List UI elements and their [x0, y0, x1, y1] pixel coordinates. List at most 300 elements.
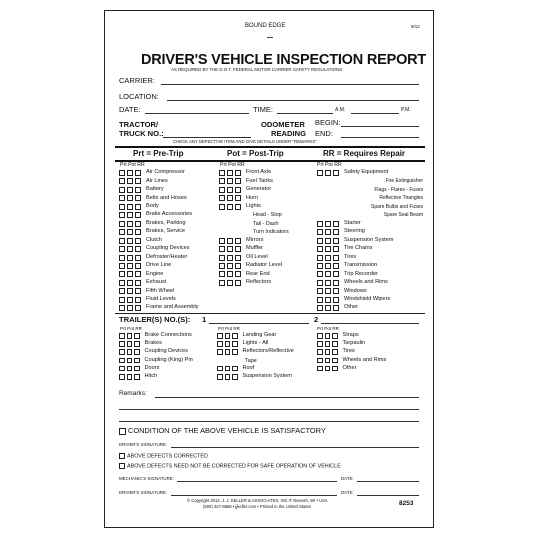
post-trip-checkbox[interactable]: [127, 366, 133, 372]
requires-repair-checkbox[interactable]: [135, 221, 141, 227]
post-trip-checkbox[interactable]: [127, 221, 133, 227]
pre-trip-checkbox[interactable]: [317, 221, 323, 227]
checklist-item-label: Drive Line: [146, 262, 172, 269]
requires-repair-checkbox[interactable]: [232, 366, 238, 372]
requires-repair-checkbox[interactable]: [235, 204, 241, 210]
checklist-item-defroster-heater: [119, 255, 187, 262]
condition-checkbox[interactable]: [119, 428, 126, 435]
checklist-item-label: Reflectors: [246, 279, 272, 286]
requires-repair-checkbox[interactable]: [135, 187, 141, 193]
requires-repair-checkbox[interactable]: [135, 271, 141, 277]
am-label: A.M.: [335, 107, 346, 113]
revision-label: 9/12: [411, 24, 420, 29]
checklist-item-radiator-level: [219, 263, 282, 270]
checklist-item-fifth-wheel: [119, 288, 174, 295]
requires-repair-checkbox[interactable]: [232, 374, 238, 380]
checklist-item-exhaust: [119, 280, 166, 287]
requires-repair-checkbox[interactable]: [333, 280, 339, 286]
pre-trip-checkbox[interactable]: [119, 221, 125, 227]
checklist-subitem-tail-dash: Tail - Dash: [253, 220, 279, 227]
pre-trip-checkbox[interactable]: [217, 374, 223, 380]
requires-repair-checkbox[interactable]: [332, 341, 338, 347]
checklist-item-label: Front Axle: [246, 169, 272, 176]
legend-post-trip: Pot = Post-Trip: [227, 149, 284, 158]
checklist-item-label: Windshield Wipers: [344, 295, 391, 302]
post-trip-checkbox[interactable]: [127, 305, 133, 311]
post-trip-checkbox[interactable]: [325, 221, 331, 227]
defects-not-needed-label: ABOVE DEFECTS NEED NOT BE CORRECTED FOR SAFE OPERATION OF VEHICLE: [127, 463, 341, 470]
trailer-2-field[interactable]: [321, 323, 419, 324]
pm-label: P.M.: [401, 107, 411, 113]
col-header-3: Prt Pot RR: [317, 162, 342, 168]
remarks-line-1[interactable]: [155, 397, 419, 398]
checklist-item-label: Coupling Devices: [144, 348, 189, 355]
end-label: END:: [315, 129, 333, 138]
checklist-item-label: Brakes: [144, 340, 162, 347]
checklist-item-label: Defroster/Heater: [146, 253, 188, 260]
checklist-item-windshield-wipers: [317, 297, 390, 304]
post-trip-checkbox[interactable]: [127, 263, 133, 269]
requires-repair-checkbox[interactable]: [333, 288, 339, 294]
requires-repair-checkbox[interactable]: [135, 280, 141, 286]
requires-repair-checkbox[interactable]: [333, 221, 339, 227]
requires-repair-checkbox[interactable]: [333, 246, 339, 252]
checklist-item-label: Tires: [344, 253, 357, 260]
date-field[interactable]: [145, 113, 249, 114]
defects-not-needed-checkbox[interactable]: [119, 463, 125, 469]
checklist-item-label: Exhaust: [146, 279, 167, 286]
requires-repair-checkbox[interactable]: [135, 238, 141, 244]
checklist-item-label: Brake Connections: [144, 332, 192, 338]
checklist-item-straps: [317, 333, 359, 340]
pre-trip-checkbox[interactable]: [219, 170, 225, 176]
checklist-item-lights: [219, 204, 261, 211]
checklist-item-label: Muffler: [246, 245, 263, 252]
legend-pre-trip: Prt = Pre-Trip: [133, 149, 184, 158]
mechanics-date-field[interactable]: [357, 481, 419, 482]
checklist-item-label: Brakes, Service: [146, 228, 186, 235]
check-note: CHECK ANY DEFECTIVE ITEM AND GIVE DETAILS UNDER "REMARKS": [173, 139, 317, 144]
col-header-2: Prt Pot RR: [220, 162, 245, 168]
requires-repair-checkbox[interactable]: [134, 341, 140, 347]
requires-repair-checkbox[interactable]: [135, 297, 141, 303]
post-trip-checkbox[interactable]: [325, 255, 331, 261]
post-trip-checkbox[interactable]: [227, 195, 233, 201]
requires-repair-checkbox[interactable]: [235, 170, 241, 176]
post-trip-checkbox[interactable]: [325, 305, 331, 311]
pre-trip-checkbox[interactable]: [317, 366, 323, 372]
post-trip-checkbox[interactable]: [325, 341, 331, 347]
requires-repair-checkbox[interactable]: [235, 195, 241, 201]
remarks-line-3[interactable]: [119, 421, 419, 422]
pre-trip-checkbox[interactable]: [317, 333, 323, 339]
post-trip-checkbox[interactable]: [225, 333, 231, 339]
copyright-line-1: © Copyright 2012, J. J. KELLER & ASSOCIATES, INC.® Neenah, WI • USA: [187, 498, 328, 503]
requires-repair-checkbox[interactable]: [134, 374, 140, 380]
legend-bottom-rule: [115, 160, 425, 162]
pre-trip-checkbox[interactable]: [217, 366, 223, 372]
pre-trip-checkbox[interactable]: [119, 246, 125, 252]
mechanics-signature-label: MECHANIC'S SIGNATURE:: [119, 476, 174, 481]
post-trip-checkbox[interactable]: [127, 349, 133, 355]
requires-repair-checkbox[interactable]: [332, 349, 338, 355]
checklist-item-label: Tarpaulin: [342, 340, 366, 347]
post-trip-checkbox[interactable]: [127, 255, 133, 261]
requires-repair-checkbox[interactable]: [135, 204, 141, 210]
post-trip-checkbox[interactable]: [325, 263, 331, 269]
pre-trip-checkbox[interactable]: [119, 212, 125, 218]
post-trip-checkbox[interactable]: [127, 341, 133, 347]
post-trip-checkbox[interactable]: [325, 349, 331, 355]
post-trip-checkbox[interactable]: [127, 297, 133, 303]
post-trip-checkbox[interactable]: [127, 271, 133, 277]
trailer-1-field[interactable]: [209, 323, 309, 324]
post-trip-checkbox[interactable]: [225, 374, 231, 380]
report-subtitle: AS REQUIRED BY THE D.O.T. FEDERAL MOTOR CARRIER SAFETY REGULATIONS: [171, 67, 343, 72]
pre-trip-checkbox[interactable]: [217, 349, 223, 355]
pre-trip-checkbox[interactable]: [219, 246, 225, 252]
checklist-item-fuel-tanks: [219, 178, 273, 185]
pre-trip-checkbox[interactable]: [317, 271, 323, 277]
checklist-item-tires: [317, 255, 356, 262]
odometer-label: ODOMETER: [261, 120, 305, 129]
checklist-item-body: [119, 204, 159, 211]
checklist-item-lights-all: [217, 341, 268, 348]
defects-corrected-row: [119, 453, 208, 460]
pre-trip-checkbox[interactable]: [119, 358, 125, 364]
mechanics-signature-field[interactable]: [177, 481, 337, 482]
pre-trip-checkbox[interactable]: [119, 349, 125, 355]
post-trip-checkbox[interactable]: [127, 333, 133, 339]
requires-repair-checkbox[interactable]: [333, 238, 339, 244]
checklist-item-label: Fuel Tanks: [246, 177, 273, 184]
pre-trip-checkbox[interactable]: [119, 229, 125, 235]
requires-repair-checkbox[interactable]: [332, 366, 338, 372]
pre-trip-checkbox[interactable]: [317, 280, 323, 286]
checklist-item-coupling-devices: [119, 349, 188, 356]
pre-trip-checkbox[interactable]: [119, 187, 125, 193]
post-trip-checkbox[interactable]: [325, 288, 331, 294]
requires-repair-checkbox[interactable]: [135, 255, 141, 261]
post-trip-checkbox[interactable]: [325, 271, 331, 277]
requires-repair-checkbox[interactable]: [235, 178, 241, 184]
legend-requires-repair: RR = Requires Repair: [323, 149, 406, 158]
checklist-item-air-compressor: [119, 170, 185, 177]
checklist-item-windows: [317, 288, 367, 295]
date-label: DATE:: [119, 105, 141, 114]
post-trip-checkbox[interactable]: [127, 195, 133, 201]
pre-trip-checkbox[interactable]: [317, 341, 323, 347]
checklist-item-transmission: [317, 263, 377, 270]
post-trip-checkbox[interactable]: [325, 238, 331, 244]
pre-trip-checkbox[interactable]: [217, 333, 223, 339]
drivers-date-field[interactable]: [357, 495, 419, 496]
post-trip-checkbox[interactable]: [225, 341, 231, 347]
checklist-item-tarpaulin: [317, 341, 365, 348]
drivers-signature2-field[interactable]: [171, 495, 337, 496]
requires-repair-checkbox[interactable]: [135, 229, 141, 235]
checklist-item-label: Landing Gear: [242, 332, 277, 338]
truck-no-field[interactable]: [163, 137, 251, 138]
pre-trip-checkbox[interactable]: [119, 288, 125, 294]
pre-trip-checkbox[interactable]: [119, 305, 125, 311]
checklist-item-wheels-and-rims: [317, 358, 386, 365]
post-trip-checkbox[interactable]: [127, 212, 133, 218]
checklist-item-label: Trip Recorder: [344, 270, 378, 277]
checklist-item-coupling-king-pin: [119, 358, 193, 365]
requires-repair-checkbox[interactable]: [235, 271, 241, 277]
requires-repair-checkbox[interactable]: [333, 255, 339, 261]
pre-trip-checkbox[interactable]: [119, 178, 125, 184]
checklist-item-label: Straps: [342, 332, 359, 338]
post-trip-checkbox[interactable]: [127, 187, 133, 193]
checklist-item-mirrors: [219, 238, 263, 245]
pre-trip-checkbox[interactable]: [219, 187, 225, 193]
post-trip-checkbox[interactable]: [325, 246, 331, 252]
requires-repair-checkbox[interactable]: [232, 349, 238, 355]
requires-repair-checkbox[interactable]: [135, 246, 141, 252]
time-field[interactable]: [277, 113, 333, 114]
checklist-item-front-axle: [219, 170, 271, 177]
checklist-item-muffler: [219, 246, 263, 253]
post-trip-checkbox[interactable]: [225, 349, 231, 355]
post-trip-checkbox[interactable]: [127, 358, 133, 364]
checklist-item-label: Doors: [144, 364, 160, 371]
pre-trip-checkbox[interactable]: [119, 170, 125, 176]
pre-trip-checkbox[interactable]: [119, 341, 125, 347]
post-trip-checkbox[interactable]: [325, 280, 331, 286]
pre-trip-checkbox[interactable]: [317, 349, 323, 355]
checklist-item-label: Fluid Levels: [146, 295, 176, 302]
post-trip-checkbox[interactable]: [227, 238, 233, 244]
checklist-item-oil-level: [219, 255, 268, 262]
pre-trip-checkbox[interactable]: [119, 374, 125, 380]
bound-edge-label: BOUND EDGE: [245, 23, 286, 29]
post-trip-checkbox[interactable]: [227, 204, 233, 210]
pre-trip-checkbox[interactable]: [317, 263, 323, 269]
begin-field[interactable]: [341, 126, 419, 127]
trailer-label: TRAILER(S) NO.(S):: [119, 315, 191, 324]
pre-trip-checkbox[interactable]: [317, 288, 323, 294]
trailer-col-header-3: Prt Pot RR: [317, 326, 339, 331]
requires-repair-checkbox[interactable]: [332, 333, 338, 339]
requires-repair-checkbox[interactable]: [134, 358, 140, 364]
pre-trip-checkbox[interactable]: [119, 333, 125, 339]
post-trip-checkbox[interactable]: [127, 288, 133, 294]
requires-repair-checkbox[interactable]: [333, 305, 339, 311]
post-trip-checkbox[interactable]: [227, 280, 233, 286]
drivers-signature2-label: DRIVER'S SIGNATURE:: [119, 490, 168, 495]
requires-repair-checkbox[interactable]: [135, 195, 141, 201]
checklist-item-suspension-system: [217, 374, 292, 381]
trailer-2-label: 2: [314, 315, 319, 324]
requires-repair-checkbox[interactable]: [235, 238, 241, 244]
checklist-item-label: Engine: [146, 270, 164, 277]
checklist-item-drive-line: [119, 263, 171, 270]
post-trip-checkbox[interactable]: [325, 358, 331, 364]
requires-repair-checkbox[interactable]: [333, 297, 339, 303]
pre-trip-checkbox[interactable]: [317, 229, 323, 235]
pre-trip-checkbox[interactable]: [219, 271, 225, 277]
pre-trip-checkbox[interactable]: [119, 195, 125, 201]
checklist-item-brakes-parking: [119, 221, 185, 228]
checklist-subitem-turn-indicators: Turn Indicators: [253, 229, 289, 236]
checklist-item-label: Fifth Wheel: [146, 287, 175, 294]
checklist-item-label: Lights: [246, 203, 261, 209]
post-trip-checkbox[interactable]: [227, 178, 233, 184]
requires-repair-checkbox[interactable]: [135, 263, 141, 269]
condition-label: CONDITION OF THE ABOVE VEHICLE IS SATISFACTORY: [128, 426, 326, 435]
pre-trip-checkbox[interactable]: [219, 204, 225, 210]
checklist-item-reflectors-reflective: [217, 349, 294, 356]
requires-repair-checkbox[interactable]: [134, 366, 140, 372]
defects-not-needed-row: [119, 463, 341, 470]
requires-repair-checkbox[interactable]: [235, 263, 241, 269]
requires-repair-checkbox[interactable]: [134, 333, 140, 339]
checklist-item-landing-gear: [217, 333, 276, 340]
post-trip-checkbox[interactable]: [325, 297, 331, 303]
checklist-item-label: Hitch: [144, 373, 158, 379]
post-trip-checkbox[interactable]: [127, 229, 133, 235]
post-trip-checkbox[interactable]: [127, 204, 133, 210]
checklist-item-starter: [317, 221, 361, 228]
requires-repair-checkbox[interactable]: [333, 229, 339, 235]
reading-label: READING: [271, 129, 307, 138]
checklist-item-label: Brakes, Parking: [146, 219, 186, 226]
pre-trip-checkbox[interactable]: [119, 280, 125, 286]
post-trip-checkbox[interactable]: [127, 246, 133, 252]
checklist-item-suspension-system: [317, 238, 393, 245]
requires-repair-checkbox[interactable]: [134, 349, 140, 355]
checklist-subitem-head-stop: Head - Stop: [253, 212, 282, 219]
checklist-item-label: Brake Accessories: [146, 211, 193, 218]
checklist-item-battery: [119, 187, 164, 194]
checklist-item-label: Transmission: [344, 262, 378, 269]
pre-trip-checkbox[interactable]: [119, 271, 125, 277]
checklist-item-label: Starter: [344, 219, 361, 226]
post-trip-checkbox[interactable]: [325, 333, 331, 339]
checklist-item-label: Tire Chains: [344, 245, 373, 252]
post-trip-checkbox[interactable]: [325, 229, 331, 235]
requires-repair-checkbox[interactable]: [332, 358, 338, 364]
remarks-line-2[interactable]: [119, 409, 419, 410]
pre-trip-checkbox[interactable]: [317, 255, 323, 261]
pre-trip-checkbox[interactable]: [119, 204, 125, 210]
checklist-item-brakes: [119, 341, 162, 348]
checklist-subitem-spare-bulbs-and-fuses: Spare Bulbs and Fuses: [371, 203, 423, 210]
requires-repair-checkbox[interactable]: [135, 170, 141, 176]
checklist-item-label: Lights - All: [242, 340, 269, 347]
location-label: LOCATION:: [119, 92, 159, 101]
post-trip-checkbox[interactable]: [127, 280, 133, 286]
post-trip-checkbox[interactable]: [127, 374, 133, 380]
checklist-item-label: Windows: [344, 287, 367, 294]
pre-trip-checkbox[interactable]: [119, 366, 125, 372]
requires-repair-checkbox[interactable]: [333, 170, 339, 176]
requires-repair-checkbox[interactable]: [135, 212, 141, 218]
pre-trip-checkbox[interactable]: [219, 238, 225, 244]
post-trip-checkbox[interactable]: [227, 271, 233, 277]
pre-trip-checkbox[interactable]: [219, 195, 225, 201]
inspection-report-form: [104, 10, 434, 528]
location-field[interactable]: [167, 100, 419, 101]
pre-trip-checkbox[interactable]: [219, 280, 225, 286]
pre-trip-checkbox[interactable]: [219, 178, 225, 184]
post-trip-checkbox[interactable]: [227, 246, 233, 252]
checklist-item-label: Body: [146, 203, 159, 209]
requires-repair-checkbox[interactable]: [333, 263, 339, 269]
checklist-item-label: Clutch: [146, 236, 162, 243]
requires-repair-checkbox[interactable]: [135, 288, 141, 294]
pre-trip-checkbox[interactable]: [317, 297, 323, 303]
legend-top-rule: [115, 146, 425, 148]
col-header-1: Prt Pot RR: [120, 162, 145, 168]
post-trip-checkbox[interactable]: [227, 170, 233, 176]
pre-trip-checkbox[interactable]: [119, 255, 125, 261]
pre-trip-checkbox[interactable]: [317, 238, 323, 244]
pre-trip-checkbox[interactable]: [119, 297, 125, 303]
pre-trip-checkbox[interactable]: [317, 170, 323, 176]
post-trip-checkbox[interactable]: [127, 178, 133, 184]
post-trip-checkbox[interactable]: [325, 366, 331, 372]
time-field-pm[interactable]: [351, 113, 399, 114]
checklist-item-label: Steering: [344, 228, 365, 235]
defects-corrected-checkbox[interactable]: [119, 453, 125, 459]
checklist-item-label: Suspension System: [344, 236, 394, 243]
requires-repair-checkbox[interactable]: [235, 187, 241, 193]
checklist-item-label: Safety Equipment: [344, 169, 389, 176]
post-trip-checkbox[interactable]: [325, 170, 331, 176]
remarks-label: Remarks:: [119, 390, 147, 397]
checklist-item-label: Coupling Devices: [146, 245, 190, 252]
pre-trip-checkbox[interactable]: [219, 263, 225, 269]
post-trip-checkbox[interactable]: [225, 366, 231, 372]
checklist-subitem-tape: Tape: [245, 357, 257, 364]
requires-repair-checkbox[interactable]: [232, 341, 238, 347]
post-trip-checkbox[interactable]: [227, 263, 233, 269]
checklist-item-label: Other: [344, 304, 358, 311]
checklist-item-horn: [219, 195, 258, 202]
requires-repair-checkbox[interactable]: [333, 271, 339, 277]
checklist-item-label: Belts and Hoses: [146, 194, 187, 201]
pre-trip-checkbox[interactable]: [317, 358, 323, 364]
post-trip-checkbox[interactable]: [127, 238, 133, 244]
time-label: TIME:: [253, 105, 273, 114]
requires-repair-checkbox[interactable]: [235, 246, 241, 252]
post-trip-checkbox[interactable]: [227, 255, 233, 261]
carrier-field[interactable]: [161, 84, 419, 85]
requires-repair-checkbox[interactable]: [235, 280, 241, 286]
pre-trip-checkbox[interactable]: [119, 263, 125, 269]
pre-trip-checkbox[interactable]: [217, 341, 223, 347]
pre-trip-checkbox[interactable]: [317, 305, 323, 311]
defects-corrected-label: ABOVE DEFECTS CORRECTED: [127, 453, 208, 460]
requires-repair-checkbox[interactable]: [235, 255, 241, 261]
pre-trip-checkbox[interactable]: [119, 238, 125, 244]
requires-repair-checkbox[interactable]: [135, 178, 141, 184]
requires-repair-checkbox[interactable]: [232, 333, 238, 339]
pre-trip-checkbox[interactable]: [219, 255, 225, 261]
checklist-item-label: Tires: [342, 348, 355, 355]
post-trip-checkbox[interactable]: [127, 170, 133, 176]
requires-repair-checkbox[interactable]: [135, 305, 141, 311]
tractor-label: TRACTOR/: [119, 120, 159, 129]
end-field[interactable]: [341, 137, 419, 138]
pre-trip-checkbox[interactable]: [317, 246, 323, 252]
post-trip-checkbox[interactable]: [227, 187, 233, 193]
drivers-signature-field[interactable]: [171, 447, 419, 448]
checklist-item-rear-end: [219, 271, 270, 278]
